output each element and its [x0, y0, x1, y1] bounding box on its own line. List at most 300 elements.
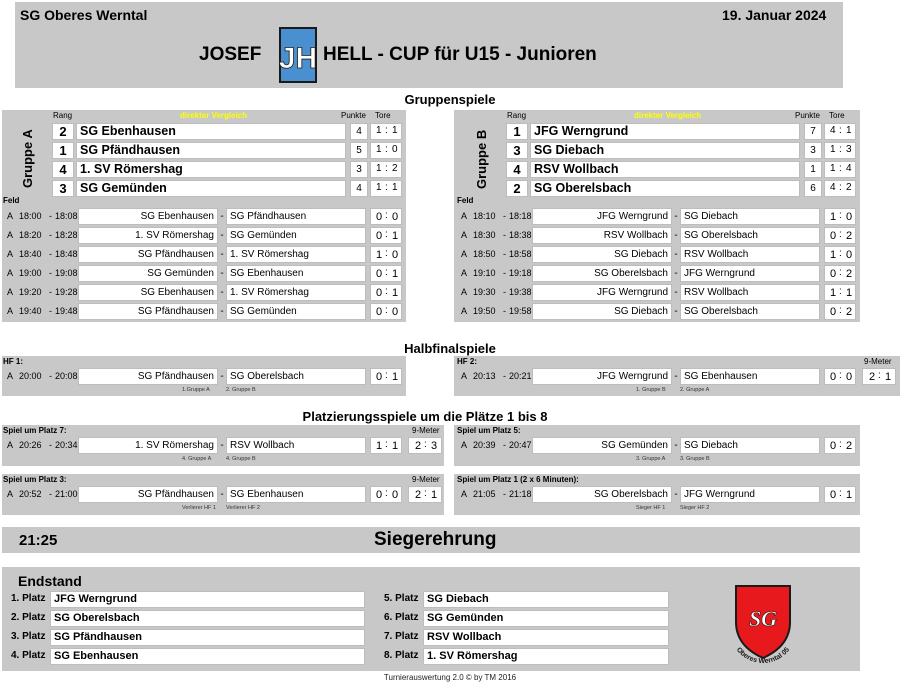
- group-a-match-start: 19:00: [19, 268, 42, 278]
- match-place-3-home-source: Verlierer HF 1: [182, 505, 216, 511]
- ceremony-title: Siegerehrung: [374, 529, 497, 550]
- group-b-match-vs: -: [674, 211, 678, 222]
- group-b-match-home: JFG Werngrund: [532, 284, 672, 301]
- group-a-match-away-goals: 1: [392, 287, 399, 299]
- group-b-match-away: RSV Wollbach: [680, 246, 820, 263]
- group-b-match-vs: -: [674, 287, 678, 298]
- group-a-team-points: 4: [350, 180, 368, 197]
- match-place-5-away-source: 3. Gruppe B: [680, 456, 710, 462]
- group-b-match-away-goals: 1: [846, 287, 853, 299]
- semi-final-2-home: JFG Werngrund: [532, 368, 672, 385]
- group-b-match-start: 19:10: [473, 268, 496, 278]
- group-b-match-home: SG Diebach: [532, 303, 672, 320]
- semi-final-1-field: A: [7, 371, 14, 381]
- group-b-match-away: JFG Werngrund: [680, 265, 820, 282]
- group-b-match-time-sep: -: [503, 306, 506, 316]
- group-b-match-time-sep: -: [503, 249, 506, 259]
- group-a-team-points: 4: [350, 123, 368, 140]
- group-b-match-home-goals: 1: [830, 211, 837, 223]
- group-a-match-away: SG Pfändhausen: [226, 208, 366, 225]
- match-place-5-away: SG Diebach: [680, 437, 820, 454]
- match-place-7-score-sep: :: [385, 439, 388, 450]
- group-b-team-goals-against: 4: [846, 163, 852, 174]
- section-placement: Platzierungsspiele um die Plätze 1 bis 8: [302, 409, 548, 424]
- group-b-match-end: 18:38: [509, 230, 532, 240]
- group-a-team-rank: 1: [52, 142, 74, 159]
- group-b-match-home-goals: 0: [830, 268, 837, 280]
- match-place-1-start: 21:05: [473, 489, 496, 499]
- group-b-team-points: 7: [804, 123, 822, 140]
- semi-final-1-away: SG Oberelsbach: [226, 368, 366, 385]
- group-a-match-score-sep: :: [385, 267, 388, 278]
- group-b-team-goals-against: 2: [846, 182, 852, 193]
- group-b-match-end: 19:18: [509, 268, 532, 278]
- group-a-team-points: 3: [350, 161, 368, 178]
- match-place-1-label: Spiel um Platz 1 (2 x 6 Minuten):: [457, 475, 579, 484]
- semi-final-2-away: SG Ebenhausen: [680, 368, 820, 385]
- group-a-match-score-sep: :: [385, 248, 388, 259]
- group-a-match-end: 19:28: [55, 287, 78, 297]
- semi-final-2-label: HF 2:: [457, 357, 477, 366]
- group-b-match-end: 19:38: [509, 287, 532, 297]
- standing-place: 8. Platz: [384, 650, 419, 661]
- group-b-match-away: RSV Wollbach: [680, 284, 820, 301]
- group-b-match-end: 19:58: [509, 306, 532, 316]
- match-place-7-end: 20:34: [55, 440, 78, 450]
- group-a-match-home: SG Ebenhausen: [78, 284, 218, 301]
- group-a-match-field: A: [7, 249, 14, 259]
- group-a-match-field: A: [7, 268, 14, 278]
- match-place-1-home: SG Oberelsbach: [532, 486, 672, 503]
- jh-logo-letters: JH: [278, 42, 318, 75]
- semi-final-1-score-sep: :: [385, 370, 388, 381]
- group-a-match-start: 18:00: [19, 211, 42, 221]
- group-a-field-header: Feld: [3, 196, 20, 205]
- group-b-team-goals-sep: :: [839, 125, 842, 136]
- group-b-team-rank: 4: [506, 161, 528, 178]
- group-b-team-name: SG Diebach: [530, 142, 800, 159]
- match-place-5-end: 20:47: [509, 440, 532, 450]
- group-b-match-end: 18:58: [509, 249, 532, 259]
- group-a-team-goals-sep: :: [385, 125, 388, 136]
- group-b-rank-header: Rang: [507, 111, 527, 120]
- group-b-match-start: 19:30: [473, 287, 496, 297]
- group-a-team-goals-sep: :: [385, 144, 388, 155]
- group-a-match-field: A: [7, 211, 14, 221]
- group-a-team-goals-for: 1: [376, 144, 382, 155]
- group-b-team-name: JFG Werngrund: [530, 123, 800, 140]
- match-place-5-start: 20:39: [473, 440, 496, 450]
- semi-final-2-vs: -: [674, 371, 678, 382]
- group-b-team-name: SG Oberelsbach: [530, 180, 800, 197]
- semi-final-1-home: SG Pfändhausen: [78, 368, 218, 385]
- group-b-match-score-sep: :: [839, 229, 842, 240]
- semi-final-2-home-source: 1. Gruppe B: [636, 387, 666, 393]
- match-place-3-label: Spiel um Platz 3:: [3, 475, 67, 484]
- match-place-1-score-sep: :: [839, 488, 842, 499]
- group-a-match-end: 18:48: [55, 249, 78, 259]
- match-place-5-home: SG Gemünden: [532, 437, 672, 454]
- group-a-points-header: Punkte: [341, 111, 366, 120]
- group-b-match-score-sep: :: [839, 267, 842, 278]
- match-place-3-score-sep: :: [385, 488, 388, 499]
- group-a-match-start: 18:20: [19, 230, 42, 240]
- group-a-match-start: 18:40: [19, 249, 42, 259]
- group-a-match-home-goals: 0: [376, 287, 383, 299]
- group-b-match-away: SG Oberelsbach: [680, 303, 820, 320]
- group-b-team-name: RSV Wollbach: [530, 161, 800, 178]
- match-place-3-away-source: Verlierer HF 2: [226, 505, 260, 511]
- standing-place: 2. Platz: [11, 612, 46, 623]
- semi-final-1-home-source: 1.Gruppe A: [182, 387, 210, 393]
- group-a-name: Gruppe A: [20, 129, 35, 189]
- group-a-match-score-sep: :: [385, 229, 388, 240]
- match-place-3-home-goals: 0: [376, 489, 383, 501]
- match-place-1-vs: -: [674, 489, 678, 500]
- group-a-match-home-goals: 0: [376, 306, 383, 318]
- match-place-7-away: RSV Wollbach: [226, 437, 366, 454]
- group-b-match-vs: -: [674, 306, 678, 317]
- match-place-1-away: JFG Werngrund: [680, 486, 820, 503]
- semi-final-2-penalty-header: 9-Meter: [864, 357, 892, 366]
- group-a-match-away: 1. SV Römershag: [226, 246, 366, 263]
- group-b-match-start: 19:50: [473, 306, 496, 316]
- group-a-match-field: A: [7, 230, 14, 240]
- group-b-team-goals-against: 3: [846, 144, 852, 155]
- group-b-team-rank: 1: [506, 123, 528, 140]
- match-place-3-penalty-away: 1: [431, 489, 438, 501]
- semi-final-2-field: A: [461, 371, 468, 381]
- group-a-team-name: 1. SV Römershag: [76, 161, 346, 178]
- group-b-direct-header: direkter Vergleich: [634, 111, 702, 120]
- group-b-team-goals-sep: :: [839, 163, 842, 174]
- group-b-match-field: A: [461, 249, 468, 259]
- semi-final-2-penalty-away: 1: [885, 371, 892, 383]
- group-a-match-vs: -: [220, 306, 224, 317]
- match-place-7-penalty-away: 3: [431, 440, 438, 452]
- group-a-match-end: 19:48: [55, 306, 78, 316]
- standing-team: SG Oberelsbach: [50, 610, 365, 627]
- group-a-match-time-sep: -: [49, 306, 52, 316]
- jh-logo: [276, 26, 320, 84]
- standings-title: Endstand: [18, 573, 82, 589]
- match-place-1-home-goals: 0: [830, 489, 837, 501]
- group-b-match-away-goals: 0: [846, 249, 853, 261]
- group-b-team-goals-for: 1: [830, 163, 836, 174]
- semi-final-2-start: 20:13: [473, 371, 496, 381]
- group-b-match-away-goals: 0: [846, 211, 853, 223]
- group-a-team-goals-for: 1: [376, 163, 382, 174]
- group-a-match-time-sep: -: [49, 249, 52, 259]
- group-b-match-vs: -: [674, 249, 678, 260]
- group-a-team-rank: 3: [52, 180, 74, 197]
- match-place-5-home-goals: 0: [830, 440, 837, 452]
- semi-final-2-penalty-sep: :: [878, 370, 881, 381]
- group-b-match-score-sep: :: [839, 286, 842, 297]
- group-a-team-goals-sep: :: [385, 182, 388, 193]
- group-a-match-vs: -: [220, 211, 224, 222]
- group-a-match-score-sep: :: [385, 210, 388, 221]
- event-date: 19. Januar 2024: [722, 7, 827, 23]
- club-logo: [722, 578, 804, 668]
- group-b-match-home: SG Oberelsbach: [532, 265, 672, 282]
- match-place-7-home-source: 4. Gruppe A: [182, 456, 212, 462]
- group-b-match-home: JFG Werngrund: [532, 208, 672, 225]
- group-b-match-home-goals: 0: [830, 230, 837, 242]
- group-a-team-goals-sep: :: [385, 163, 388, 174]
- group-a-match-home: 1. SV Römershag: [78, 227, 218, 244]
- group-b-match-home-goals: 1: [830, 249, 837, 261]
- group-a-match-end: 18:08: [55, 211, 78, 221]
- group-b-match-field: A: [461, 230, 468, 240]
- group-b-match-time-sep: -: [503, 268, 506, 278]
- group-b-match-score-sep: :: [839, 210, 842, 221]
- footer-credit: Turnierauswertung 2.0 © by TM 2016: [383, 673, 517, 682]
- group-a-match-away: SG Ebenhausen: [226, 265, 366, 282]
- match-place-3-penalty-sep: :: [424, 488, 427, 499]
- match-place-5-time-sep: -: [503, 440, 506, 450]
- group-a-team-goals-against: 2: [392, 163, 398, 174]
- group-a-match-vs: -: [220, 230, 224, 241]
- group-a-direct-header: direkter Vergleich: [180, 111, 248, 120]
- group-b-match-time-sep: -: [503, 230, 506, 240]
- group-a-match-time-sep: -: [49, 230, 52, 240]
- group-b-match-score-sep: :: [839, 305, 842, 316]
- match-place-3-away: SG Ebenhausen: [226, 486, 366, 503]
- group-b-match-home-goals: 1: [830, 287, 837, 299]
- group-b-match-home: SG Diebach: [532, 246, 672, 263]
- group-b-goals-header: Tore: [829, 111, 845, 120]
- semi-final-1-away-goals: 1: [392, 371, 399, 383]
- group-b-match-field: A: [461, 287, 468, 297]
- group-a-match-field: A: [7, 306, 14, 316]
- group-a-match-start: 19:40: [19, 306, 42, 316]
- group-a-match-home: SG Gemünden: [78, 265, 218, 282]
- semi-final-2-home-goals: 0: [830, 371, 837, 383]
- group-a-match-away-goals: 1: [392, 268, 399, 280]
- group-b-match-home: RSV Wollbach: [532, 227, 672, 244]
- group-b-team-rank: 3: [506, 142, 528, 159]
- group-a-match-end: 19:08: [55, 268, 78, 278]
- semi-final-1-time-sep: -: [49, 371, 52, 381]
- match-place-5-away-goals: 2: [846, 440, 853, 452]
- group-b-team-goals-for: 1: [830, 144, 836, 155]
- group-b-team-points: 1: [804, 161, 822, 178]
- semi-final-2-away-goals: 0: [846, 371, 853, 383]
- semi-final-1-end: 20:08: [55, 371, 78, 381]
- standing-place: 3. Platz: [11, 631, 46, 642]
- standing-team: SG Ebenhausen: [50, 648, 365, 665]
- match-place-1-end: 21:18: [509, 489, 532, 499]
- match-place-1-field: A: [461, 489, 468, 499]
- standing-team: RSV Wollbach: [423, 629, 669, 646]
- club-logo-letters: SG: [748, 606, 778, 631]
- semi-final-1-label: HF 1:: [3, 357, 23, 366]
- group-b-match-vs: -: [674, 230, 678, 241]
- group-a-team-goals-for: 1: [376, 125, 382, 136]
- group-b-match-away-goals: 2: [846, 230, 853, 242]
- group-a-team-rank: 4: [52, 161, 74, 178]
- group-b-match-away: SG Diebach: [680, 208, 820, 225]
- group-a-match-vs: -: [220, 268, 224, 279]
- group-a-team-goals-against: 1: [392, 182, 398, 193]
- group-a-team-rank: 2: [52, 123, 74, 140]
- group-a-match-end: 18:28: [55, 230, 78, 240]
- standing-place: 6. Platz: [384, 612, 419, 623]
- match-place-3-start: 20:52: [19, 489, 42, 499]
- group-b-match-time-sep: -: [503, 287, 506, 297]
- group-b-match-away-goals: 2: [846, 306, 853, 318]
- match-place-3-penalty-home: 2: [415, 489, 422, 501]
- semi-final-1-vs: -: [220, 371, 224, 382]
- semi-final-2-score-sep: :: [839, 370, 842, 381]
- group-a-match-away-goals: 1: [392, 230, 399, 242]
- group-b-match-end: 18:18: [509, 211, 532, 221]
- match-place-7-home-goals: 1: [376, 440, 383, 452]
- match-place-5-score-sep: :: [839, 439, 842, 450]
- standing-team: SG Gemünden: [423, 610, 669, 627]
- standing-place: 4. Platz: [11, 650, 46, 661]
- match-place-1-away-goals: 1: [846, 489, 853, 501]
- group-b-match-time-sep: -: [503, 211, 506, 221]
- group-a-match-score-sep: :: [385, 305, 388, 316]
- title-josef: JOSEF: [199, 44, 262, 65]
- match-place-7-penalty-sep: :: [424, 439, 427, 450]
- group-a-match-vs: -: [220, 287, 224, 298]
- group-a-team-goals-against: 1: [392, 125, 398, 136]
- group-a-match-time-sep: -: [49, 211, 52, 221]
- match-place-3-penalty-header: 9-Meter: [412, 475, 440, 484]
- group-a-match-start: 19:20: [19, 287, 42, 297]
- group-b-match-start: 18:50: [473, 249, 496, 259]
- group-a-match-time-sep: -: [49, 268, 52, 278]
- match-place-7-away-source: 4. Gruppe B: [226, 456, 256, 462]
- match-place-7-away-goals: 1: [392, 440, 399, 452]
- club-logo-ring-text: Oberes Werntal 05: [734, 646, 792, 666]
- group-b-team-goals-for: 4: [830, 125, 836, 136]
- group-a-rank-header: Rang: [53, 111, 73, 120]
- match-place-7-penalty-home: 2: [415, 440, 422, 452]
- group-a-match-score-sep: :: [385, 286, 388, 297]
- group-a-team-name: SG Pfändhausen: [76, 142, 346, 159]
- semi-final-1-start: 20:00: [19, 371, 42, 381]
- standing-place: 1. Platz: [11, 593, 46, 604]
- group-b-team-points: 3: [804, 142, 822, 159]
- semi-final-2-penalty-home: 2: [869, 371, 876, 383]
- group-a-match-away-goals: 0: [392, 249, 399, 261]
- group-b-name: Gruppe B: [474, 129, 489, 189]
- semi-final-2-time-sep: -: [503, 371, 506, 381]
- semi-final-1-home-goals: 0: [376, 371, 383, 383]
- group-a-match-home-goals: 0: [376, 230, 383, 242]
- group-a-match-time-sep: -: [49, 287, 52, 297]
- match-place-7-penalty-header: 9-Meter: [412, 426, 440, 435]
- match-place-5-label: Spiel um Platz 5:: [457, 426, 521, 435]
- group-b-match-start: 18:30: [473, 230, 496, 240]
- match-place-7-home: 1. SV Römershag: [78, 437, 218, 454]
- group-a-match-home-goals: 1: [376, 249, 383, 261]
- group-b-match-home-goals: 0: [830, 306, 837, 318]
- group-a-match-away: SG Gemünden: [226, 303, 366, 320]
- group-a-match-home: SG Pfändhausen: [78, 303, 218, 320]
- club-name: SG Oberes Werntal: [20, 7, 148, 23]
- match-place-3-vs: -: [220, 489, 224, 500]
- section-group-stage: Gruppenspiele: [404, 92, 496, 107]
- group-a-team-points: 5: [350, 142, 368, 159]
- group-a-match-away-goals: 0: [392, 306, 399, 318]
- group-a-match-home: SG Pfändhausen: [78, 246, 218, 263]
- match-place-7-start: 20:26: [19, 440, 42, 450]
- group-b-points-header: Punkte: [795, 111, 820, 120]
- group-b-match-start: 18:10: [473, 211, 496, 221]
- standing-place: 5. Platz: [384, 593, 419, 604]
- group-a-match-away: SG Gemünden: [226, 227, 366, 244]
- group-a-team-goals-for: 1: [376, 182, 382, 193]
- group-b-match-away: SG Oberelsbach: [680, 227, 820, 244]
- group-b-team-goals-sep: :: [839, 144, 842, 155]
- match-place-7-vs: -: [220, 440, 224, 451]
- group-a-team-name: SG Ebenhausen: [76, 123, 346, 140]
- group-a-goals-header: Tore: [375, 111, 391, 120]
- standing-place: 7. Platz: [384, 631, 419, 642]
- semi-final-2-end: 20:21: [509, 371, 532, 381]
- group-a-match-home-goals: 0: [376, 268, 383, 280]
- group-b-team-rank: 2: [506, 180, 528, 197]
- group-b-match-field: A: [461, 306, 468, 316]
- match-place-3-home: SG Pfändhausen: [78, 486, 218, 503]
- group-a-team-name: SG Gemünden: [76, 180, 346, 197]
- title-hell-cup: HELL - CUP für U15 - Junioren: [323, 44, 597, 65]
- match-place-3-away-goals: 0: [392, 489, 399, 501]
- group-b-field-header: Feld: [457, 196, 474, 205]
- group-b-team-goals-sep: :: [839, 182, 842, 193]
- match-place-1-home-source: Sieger HF 1: [636, 505, 666, 511]
- semi-final-2-away-source: 2. Gruppe A: [680, 387, 710, 393]
- group-b-team-goals-against: 1: [846, 125, 852, 136]
- match-place-5-vs: -: [674, 440, 678, 451]
- ceremony-time: 21:25: [19, 532, 58, 549]
- standing-team: SG Pfändhausen: [50, 629, 365, 646]
- semi-final-1-away-source: 2. Gruppe B: [226, 387, 256, 393]
- group-b-match-field: A: [461, 268, 468, 278]
- group-a-team-goals-against: 0: [392, 144, 398, 155]
- group-b-team-points: 6: [804, 180, 822, 197]
- match-place-7-field: A: [7, 440, 14, 450]
- section-semis: Halbfinalspiele: [404, 341, 496, 356]
- group-a-match-home-goals: 0: [376, 211, 383, 223]
- match-place-5-field: A: [461, 440, 468, 450]
- group-b-match-field: A: [461, 211, 468, 221]
- match-place-3-field: A: [7, 489, 14, 499]
- group-a-match-vs: -: [220, 249, 224, 260]
- group-b-match-away-goals: 2: [846, 268, 853, 280]
- match-place-5-home-source: 3. Gruppe A: [636, 456, 666, 462]
- group-a-match-away: 1. SV Römershag: [226, 284, 366, 301]
- match-place-3-time-sep: -: [49, 489, 52, 499]
- match-place-7-label: Spiel um Platz 7:: [3, 426, 67, 435]
- group-b-match-vs: -: [674, 268, 678, 279]
- standing-team: 1. SV Römershag: [423, 648, 669, 665]
- group-a-match-home: SG Ebenhausen: [78, 208, 218, 225]
- standing-team: SG Diebach: [423, 591, 669, 608]
- match-place-1-time-sep: -: [503, 489, 506, 499]
- match-place-7-time-sep: -: [49, 440, 52, 450]
- group-a-match-away-goals: 0: [392, 211, 399, 223]
- group-a-match-field: A: [7, 287, 14, 297]
- match-place-3-end: 21:00: [55, 489, 78, 499]
- group-b-team-goals-for: 4: [830, 182, 836, 193]
- group-b-match-score-sep: :: [839, 248, 842, 259]
